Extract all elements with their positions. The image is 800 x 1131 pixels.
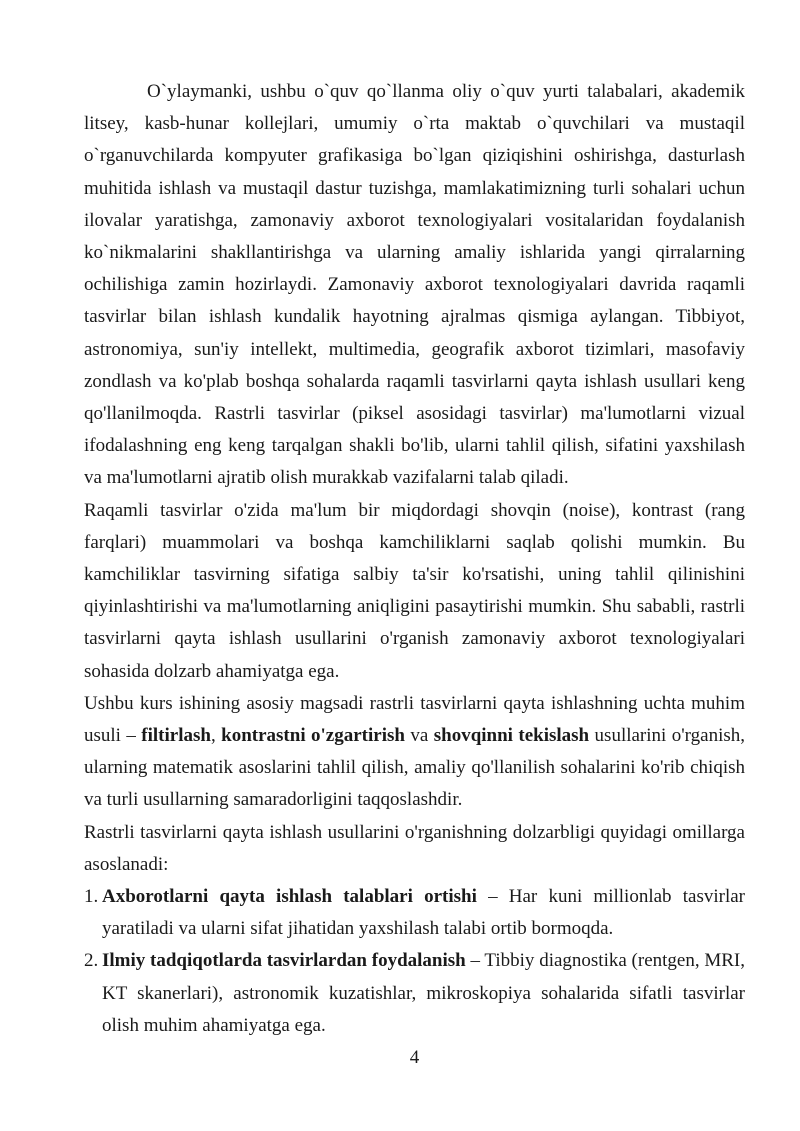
paragraph bbox=[84, 817, 745, 881]
text-segment: – Tibbiy diagnostika (rentgen, MRI, KT skanerlari), astronomik kuzatishlar, mikroskopiya sohalarida sifatli tasvirlar olish muhim ahamiyatga ega. bbox=[102, 950, 746, 1036]
document-body bbox=[84, 76, 745, 1042]
paragraph bbox=[84, 76, 745, 495]
text-segment: va bbox=[404, 725, 434, 747]
paragraph bbox=[84, 688, 745, 817]
paragraph bbox=[84, 495, 745, 688]
page-footer bbox=[84, 1042, 745, 1074]
list-item bbox=[84, 945, 745, 1042]
bold-text-segment: shovqinni tekislash bbox=[433, 725, 590, 747]
list-item-text bbox=[102, 950, 745, 1035]
text-segment: – Har kuni millionlab tasvirlar yaratiladi va ularni sifat jihatidan yaxshilash talabi ortib bormoqda. bbox=[102, 886, 745, 940]
bold-text-segment: Axborotlarni qayta ishlash talablari ortishi bbox=[102, 886, 477, 908]
list-item-number: 2. bbox=[84, 950, 99, 972]
list-item-number: 1. bbox=[84, 886, 99, 908]
bold-text-segment: kontrastni o'zgartirish bbox=[221, 725, 405, 747]
text-segment: , bbox=[210, 725, 222, 747]
text-segment: Ushbu kurs ishining asosiy magsadi rastrli tasvirlarni qayta ishlashning uchta muhim usuli – bbox=[84, 692, 745, 747]
text-segment: Raqamli tasvirlar o'zida ma'lum bir miqdordagi shovqin (noise), kontrast (rang farqlari) muammolari va boshqa kamchiliklarni saqlab qolishi mumkin. Bu kamchiliklar tasvirning sifatiga salbiy ta'sir ko'rsatishi, uning tahlil qilinishini qiyinlashtirishi va ma'lumotlarning aniqligini pasaytirishi mumkin. Shu sababli, rastrli tasvirlarni qayta ishlash usullarini o'rganish zamonaviy axborot texnologiyalari sohasida dolzarb ahamiyatga ega. bbox=[84, 499, 745, 682]
bold-text-segment: Ilmiy tadqiqotlarda tasvirlardan foydalanish bbox=[102, 950, 466, 972]
text-segment: O`ylaymanki, ushbu o`quv qo`llanma oliy o`quv yurti talabalari, akademik litsey, kasb-hunar kollejlari, umumiy o`rta maktab o`quvchilari va mustaqil o`rganuvchilarda kompyuter grafikasiga bo`lgan qiziqishini oshirishga, dasturlash muhitida ishlash va mustaqil dastur tuzishga, mamlakatimizning turli sohalari uchun ilovalar yaratishga, zamonaviy axborot texnologiyalari vositalaridan foydalanish ko`nikmalarini shakllantirishga va ularning amaliy ishlarida yangi qirralarning ochilishiga zamin hozirlaydi. Zamonaviy axborot texnologiyalari davrida raqamli tasvirlar bilan ishlash kundalik hayotning ajralmas qismiga aylangan. Tibbiyot, astronomiya, sun'iy intellekt, multimedia, geografik axborot tizimlari, masofaviy zondlash va ko'plab boshqa sohalarda raqamli tasvirlarni qayta ishlash usullari keng qo'llanilmoqda. Rastrli tasvirlar (piksel asosidagi tasvirlar) ma'lumotlarni vizual ifodalashning eng keng tarqalgan shakli bo'lib, ularni tahlil qilish, sifatini yaxshilash va ma'lumotlarni ajratib olish murakkab vazifalarni talab qiladi. bbox=[84, 81, 745, 489]
text-segment: usullarini o'rganish, ularning matematik asoslarini tahlil qilish, amaliy qo'llanilish sohalarini ko'rib chiqish va turli usullarning samaradorligini taqqoslashdir. bbox=[84, 725, 745, 811]
list-item bbox=[84, 881, 745, 945]
text-segment: Rastrli tasvirlarni qayta ishlash usullarini o'rganishning dolzarbligi quyidagi omillarga asoslanadi: bbox=[84, 821, 745, 875]
page-number: 4 bbox=[409, 1047, 420, 1069]
bold-text-segment: filtirlash bbox=[141, 725, 211, 747]
list-item-text bbox=[102, 886, 745, 939]
